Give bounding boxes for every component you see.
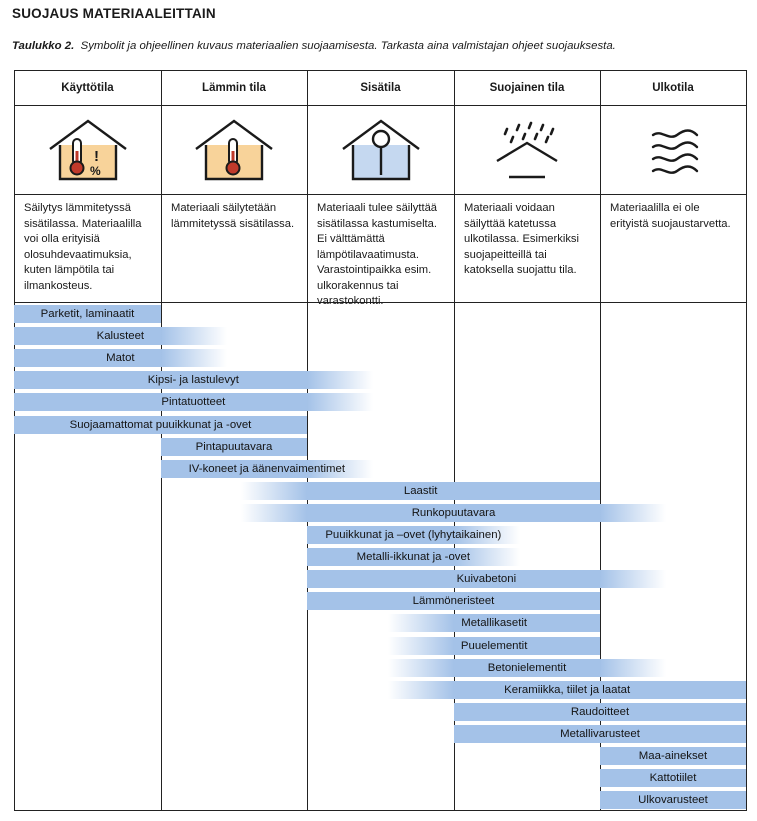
material-bar: Puuikkunat ja –ovet (lyhytaikainen) <box>307 526 520 544</box>
caption-label: Taulukko 2. <box>12 40 75 52</box>
material-bar: Ulkovarusteet <box>600 791 746 809</box>
material-bar: Keramiikka, tiilet ja laatat <box>388 681 746 699</box>
covered-rain-icon <box>485 115 569 185</box>
material-bar: Kalusteet <box>14 327 227 345</box>
column-header-sisatila: Sisätila <box>360 81 401 94</box>
house-moisture-icon <box>339 115 423 185</box>
description-sisatila: Materiaali tulee säilyttää sisätilassa kastumiselta. Ei välttämättä lämpötilavaatimusta. Varastointipaikka esim. ulkorakennus tai varastokontti. <box>317 202 438 307</box>
table-right-rule <box>746 70 747 811</box>
material-bar: Metallivarusteet <box>454 725 746 743</box>
icon-row-rule <box>14 194 747 195</box>
material-bar: Lämmöneristeet <box>307 592 600 610</box>
house-thermometer-icon <box>192 115 276 185</box>
column-header-kayttotila: Käyttötila <box>61 81 114 94</box>
material-bar: Pintapuutavara <box>161 438 307 456</box>
table-bottom-rule <box>14 810 747 811</box>
material-bar: IV-koneet ja äänenvaimentimet <box>161 460 373 478</box>
protection-table <box>14 70 747 811</box>
material-bar: Metalli-ikkunat ja -ovet <box>307 548 520 566</box>
material-bar: Raudoitteet <box>454 703 746 721</box>
material-bar: Kuivabetoni <box>307 570 666 588</box>
svg-text:%: % <box>89 163 101 178</box>
material-bar: Kipsi- ja lastulevyt <box>14 371 373 389</box>
material-bar: Kattotiilet <box>600 769 746 787</box>
house-thermometer-humidity-icon <box>46 115 130 185</box>
column-header-suojainen-tila: Suojainen tila <box>489 81 565 94</box>
material-bar: Parketit, laminaatit <box>14 305 161 323</box>
svg-text:!: ! <box>93 147 99 165</box>
column-header-lammin-tila: Lämmin tila <box>202 81 266 94</box>
column-header-ulkotila: Ulkotila <box>652 81 694 94</box>
material-bar: Matot <box>14 349 227 367</box>
material-bar: Betonielementit <box>388 659 665 677</box>
material-bar: Metallikasetit <box>388 614 600 632</box>
material-bar: Runkopuutavara <box>241 504 665 522</box>
material-bar: Pintatuotteet <box>14 393 373 411</box>
material-bar: Maa-ainekset <box>600 747 746 765</box>
material-bar: Puuelementit <box>388 637 600 655</box>
description-kayttotila: Säilytys lämmitetyssä sisätilassa. Materiaalilla voi olla erityisiä olosuhdevaatimuksia, kuten lämpötila tai ilmankosteus. <box>24 202 142 292</box>
page-heading: SUOJAUS MATERIAALEITTAIN <box>12 6 216 21</box>
description-lammin-tila: Materiaali säilytetään lämmitetyssä sisätilassa. <box>171 202 295 230</box>
material-bar: Suojaamattomat puuikkunat ja -ovet <box>14 416 307 434</box>
caption-text: Symbolit ja ohjeellinen kuvaus materiaalien suojaamisesta. Tarkasta aina valmistajan ohjeet suojauksesta. <box>80 40 616 52</box>
table-caption <box>12 40 616 52</box>
description-ulkotila: Materiaalilla ei ole erityistä suojaustarvetta. <box>610 202 731 230</box>
description-suojainen-tila: Materiaali voidaan säilyttää katetussa ulkotilassa. Esimerkiksi suojapeitteillä tai katoksella suojattu tila. <box>464 202 580 276</box>
wind-waves-icon <box>631 115 715 185</box>
material-bar: Laastit <box>241 482 600 500</box>
